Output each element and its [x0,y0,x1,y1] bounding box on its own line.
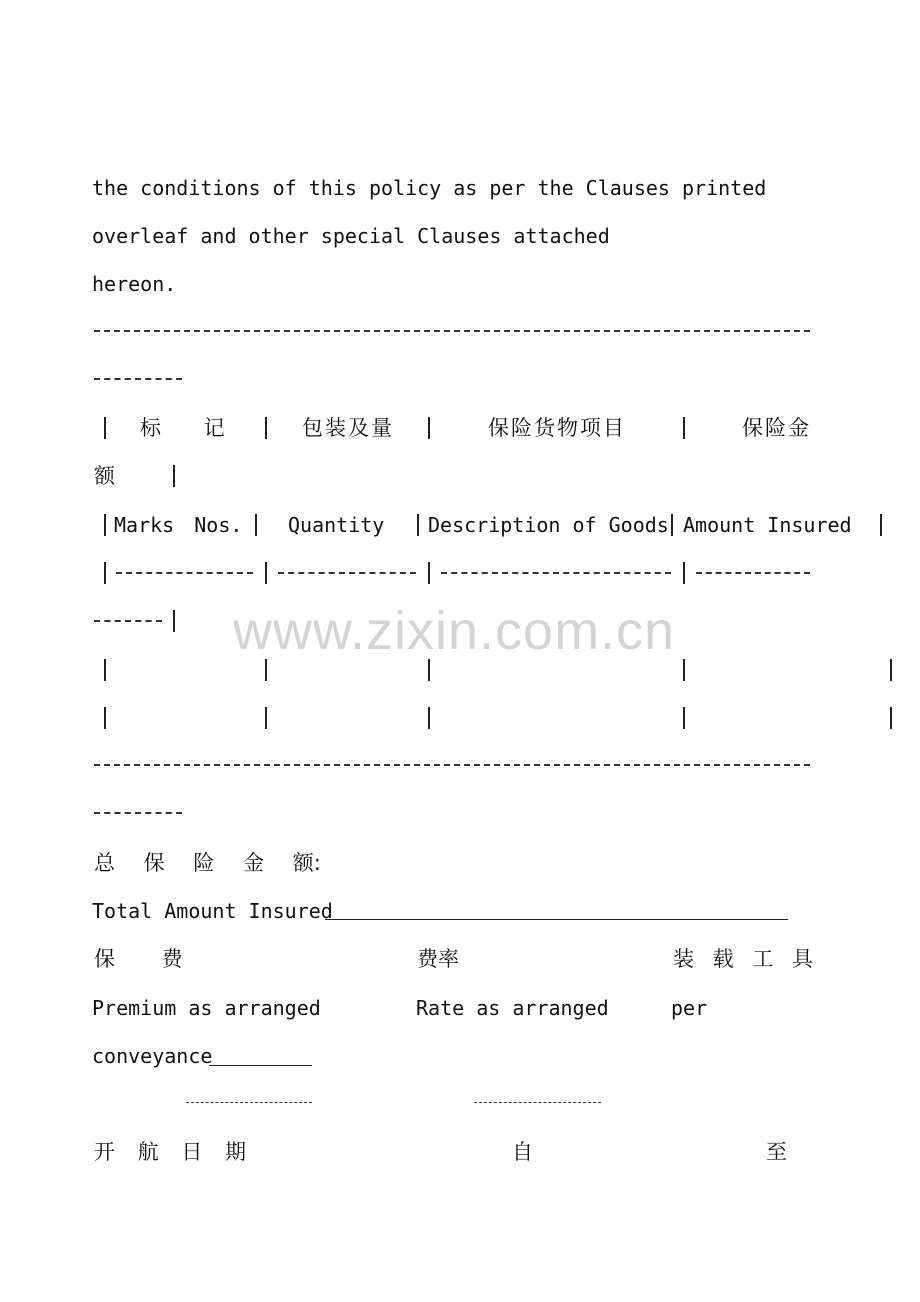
table-border [265,659,267,681]
bottom-separator-tail [94,812,182,814]
table-border [683,659,685,681]
header-divider-wrap [94,620,162,622]
table-border [173,465,175,487]
total-label-cn: 总 保 险 金 额: [94,851,321,875]
header-divider [278,572,416,574]
header-quantity-cn: 包装及量 [302,416,394,440]
header-divider [696,572,810,574]
table-border [265,417,267,439]
departure-date-label: 开 航 日 期 [94,1140,247,1164]
table-border [683,707,685,729]
table-border [671,514,673,536]
header-divider [116,572,253,574]
table-border [104,659,106,681]
header-amount-cn: 保险金 [742,416,811,440]
table-border [265,562,267,584]
clause-line-3: hereon. [92,272,177,296]
rate-label-en: Rate as arranged [416,996,609,1020]
header-goods-cn: 保险货物项目 [488,416,626,440]
clause-line-1: the conditions of this policy as per the Clauses printed [92,176,767,200]
premium-label-en: Premium as arranged [92,996,321,1020]
table-border [417,514,419,536]
clause-line-2: overleaf and other special Clauses attached [92,224,610,248]
per-label: per [671,996,708,1020]
table-border [428,707,430,729]
header-marks-en: Marks Nos. [114,513,243,537]
table-border [104,707,106,729]
table-border [428,562,430,584]
table-border [890,707,892,729]
bottom-separator [94,764,810,766]
watermark: www.zixin.com.cn [233,601,676,661]
table-border [173,610,175,632]
table-border [255,514,257,536]
header-divider [441,572,671,574]
table-border [428,417,430,439]
header-goods-en: Description of Goods [428,513,669,537]
rate-field[interactable] [474,1102,601,1103]
table-border [104,417,106,439]
header-amount-cn-wrap: 额 [94,464,115,488]
premium-label-cn: 保 费 [94,947,183,971]
table-border [683,417,685,439]
header-quantity-en: Quantity [288,513,385,537]
conveyance-field[interactable] [209,1065,312,1066]
table-border [265,707,267,729]
table-border [428,659,430,681]
table-border [104,562,106,584]
total-amount-field[interactable] [325,919,788,920]
table-border [880,514,882,536]
to-label: 至 [766,1140,787,1164]
conveyance-label-en: conveyance [92,1044,213,1068]
from-label: 自 [512,1140,533,1164]
header-marks-cn: 标 记 [140,416,225,440]
header-amount-en: Amount Insured [683,513,852,537]
table-border [104,514,106,536]
top-separator-tail [94,378,182,380]
table-border [683,562,685,584]
top-separator [94,330,810,332]
conveyance-label-cn: 装 载 工 具 [673,947,814,971]
premium-field[interactable] [186,1102,312,1103]
table-border [890,659,892,681]
rate-label-cn: 费率 [417,947,459,971]
total-label-en: Total Amount Insured [92,899,333,923]
